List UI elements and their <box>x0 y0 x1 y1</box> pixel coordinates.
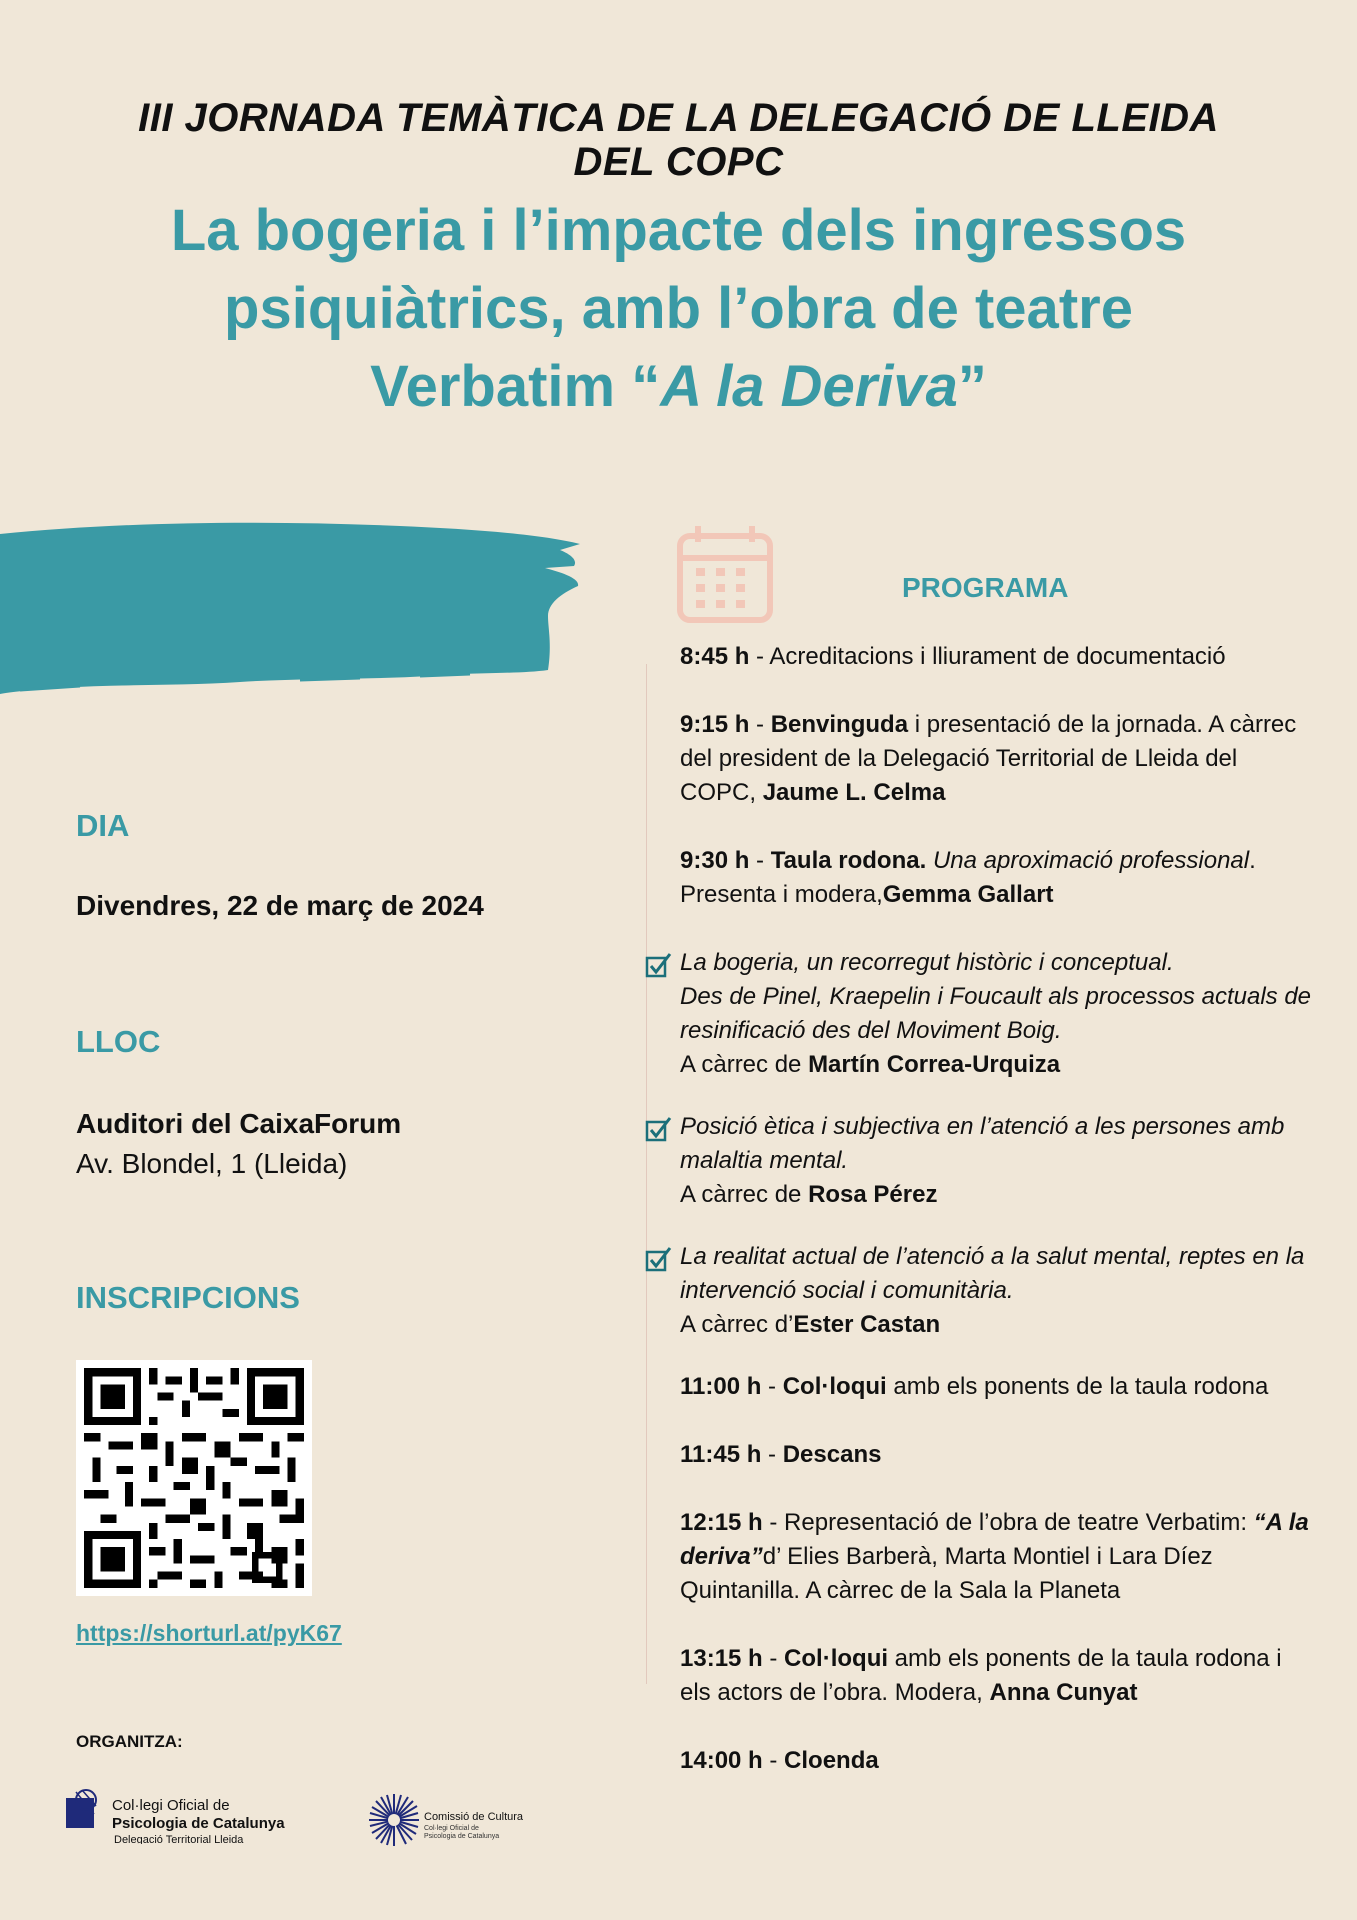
program-item <box>680 708 1312 810</box>
copc-logo-line-1: Col·legi Oficial de <box>112 1797 230 1814</box>
cultura-logo-line-2: Col·legi Oficial de <box>424 1825 479 1832</box>
program-time: 9:30 h <box>680 847 750 874</box>
program-separator: - <box>762 1747 785 1774</box>
program-item <box>680 1438 1312 1472</box>
copc-logo-line-3: Delegació Territorial Lleida <box>114 1834 244 1844</box>
programa-heading: PROGRAMA <box>902 572 1069 603</box>
program-item <box>680 844 1312 912</box>
program-separator: - <box>761 1373 783 1400</box>
program-time: 12:15 h <box>680 1509 763 1536</box>
program-text: amb els ponents de la taula rodona <box>886 1373 1269 1400</box>
program-text: amb els ponents de la taula rodona i els actors de l’obra. Modera, <box>680 1645 1282 1706</box>
program-time: 9:15 h <box>680 711 750 738</box>
program-subitem <box>680 946 1312 1082</box>
copc-logo-line-2: Psicologia de Catalunya <box>112 1815 285 1832</box>
title-line-1: La bogeria i l’impacte dels ingressos <box>170 198 1187 263</box>
program-item <box>680 1642 1312 1710</box>
program-time: 14:00 h <box>680 1747 763 1774</box>
talk-title: Posició ètica i subjectiva en l’atenció a les persones amb malaltia mental. <box>680 1113 1285 1174</box>
program-separator: - <box>762 1645 785 1672</box>
program-subtitle: Una aproximació professional <box>926 847 1250 874</box>
comissio-cultura-logo <box>368 1792 528 1848</box>
event-title <box>100 192 1257 426</box>
title-line-2: psiquiàtrics, amb l’obra de teatre <box>224 276 1133 341</box>
column-divider <box>646 664 647 1684</box>
check-icon <box>644 950 674 980</box>
program-subitem <box>680 1240 1312 1342</box>
program-highlight: Descans <box>782 1441 882 1468</box>
program-separator: - <box>749 847 771 874</box>
program-text: i presentació de la jornada. A càrrec del president de la Delegació Territorial de Lleida del COPC, <box>680 711 1297 806</box>
dia-value: Divendres, 22 de març de 2024 <box>76 890 484 921</box>
kicker-line-1: III JORNADA TEMÀTICA DE LA DELEGACIÓ DE LLEIDA <box>138 96 1219 140</box>
inscripcions-link[interactable]: https://shorturl.at/pyK67 <box>76 1620 342 1646</box>
speaker-name: Anna Cunyat <box>989 1679 1138 1706</box>
program-list <box>680 640 1312 1812</box>
qr-code[interactable] <box>76 1360 312 1596</box>
cultura-logo-line-1: Comissió de Cultura <box>424 1811 524 1823</box>
program-highlight: Benvinguda <box>770 711 909 738</box>
program-time: 11:00 h <box>680 1373 762 1400</box>
organitza-label: ORGANITZA: <box>76 1732 183 1751</box>
program-highlight: Col·loqui <box>784 1645 889 1672</box>
speaker-name: Ester Castan <box>793 1311 941 1338</box>
dia-label: DIA <box>76 808 130 843</box>
talk-description: Des de Pinel, Kraepelin i Foucault als processos actuals de resinificació des del Moviment Boig. <box>680 983 1312 1044</box>
event-kicker <box>80 96 1277 184</box>
program-time: 8:45 h <box>680 643 750 670</box>
program-text: A càrrec de <box>680 1051 809 1078</box>
play-title: “A la deriva” <box>680 1509 1309 1570</box>
inscripcions-label: INSCRIPCIONS <box>76 1280 300 1315</box>
speaker-name: Rosa Pérez <box>808 1181 938 1208</box>
check-icon <box>644 1244 674 1274</box>
cultura-logo-line-3: Psicologia de Catalunya <box>424 1833 500 1840</box>
program-highlight: Col·loqui <box>782 1373 887 1400</box>
title-line-3-pre: Verbatim “ <box>370 354 661 419</box>
program-text: - Representació de l’obra de teatre Verbatim: <box>762 1509 1254 1536</box>
title-line-3-post: ” <box>957 354 987 419</box>
program-subitem <box>680 1110 1312 1212</box>
lloc-name: Auditori del CaixaForum <box>76 1108 402 1139</box>
kicker-line-2: DEL COPC <box>573 140 784 184</box>
lloc-address: Av. Blondel, 1 (Lleida) <box>76 1148 348 1179</box>
program-separator: - <box>761 1441 783 1468</box>
program-separator: - <box>749 711 771 738</box>
program-item <box>680 1506 1312 1608</box>
program-time: 11:45 h <box>680 1441 762 1468</box>
program-time: 13:15 h <box>680 1645 763 1672</box>
copc-logo <box>64 1784 324 1844</box>
program-highlight: Taula rodona. <box>770 847 927 874</box>
title-play-name: A la Deriva <box>660 354 958 419</box>
title-line-3 <box>100 348 1257 426</box>
talk-title: La bogeria, un recorregut històric i conceptual. <box>680 949 1174 976</box>
program-item <box>680 1370 1312 1404</box>
program-text: A càrrec de <box>680 1181 809 1208</box>
talk-title: La realitat actual de l’atenció a la salut mental, reptes en la intervenció social i comunitària. <box>680 1243 1305 1304</box>
program-text: A càrrec d’ <box>680 1311 794 1338</box>
program-item <box>680 1744 1312 1778</box>
speaker-name: Martín Correa-Urquiza <box>808 1051 1061 1078</box>
program-text: - Acreditacions i lliurament de documentació <box>749 643 1226 670</box>
speaker-name: Gemma Gallart <box>882 881 1054 908</box>
program-text: . Presenta i modera, <box>680 847 1256 908</box>
speaker-name: Jaume L. Celma <box>762 779 946 806</box>
brush-stroke <box>0 520 590 700</box>
program-highlight: Cloenda <box>784 1747 879 1774</box>
program-item <box>680 640 1312 674</box>
calendar-icon <box>676 522 776 624</box>
lloc-label: LLOC <box>76 1024 161 1059</box>
program-text: d’ Elies Barberà, Marta Montiel i Lara Díez Quintanilla. A càrrec de la Sala la Planeta <box>680 1543 1213 1604</box>
check-icon <box>644 1114 674 1144</box>
